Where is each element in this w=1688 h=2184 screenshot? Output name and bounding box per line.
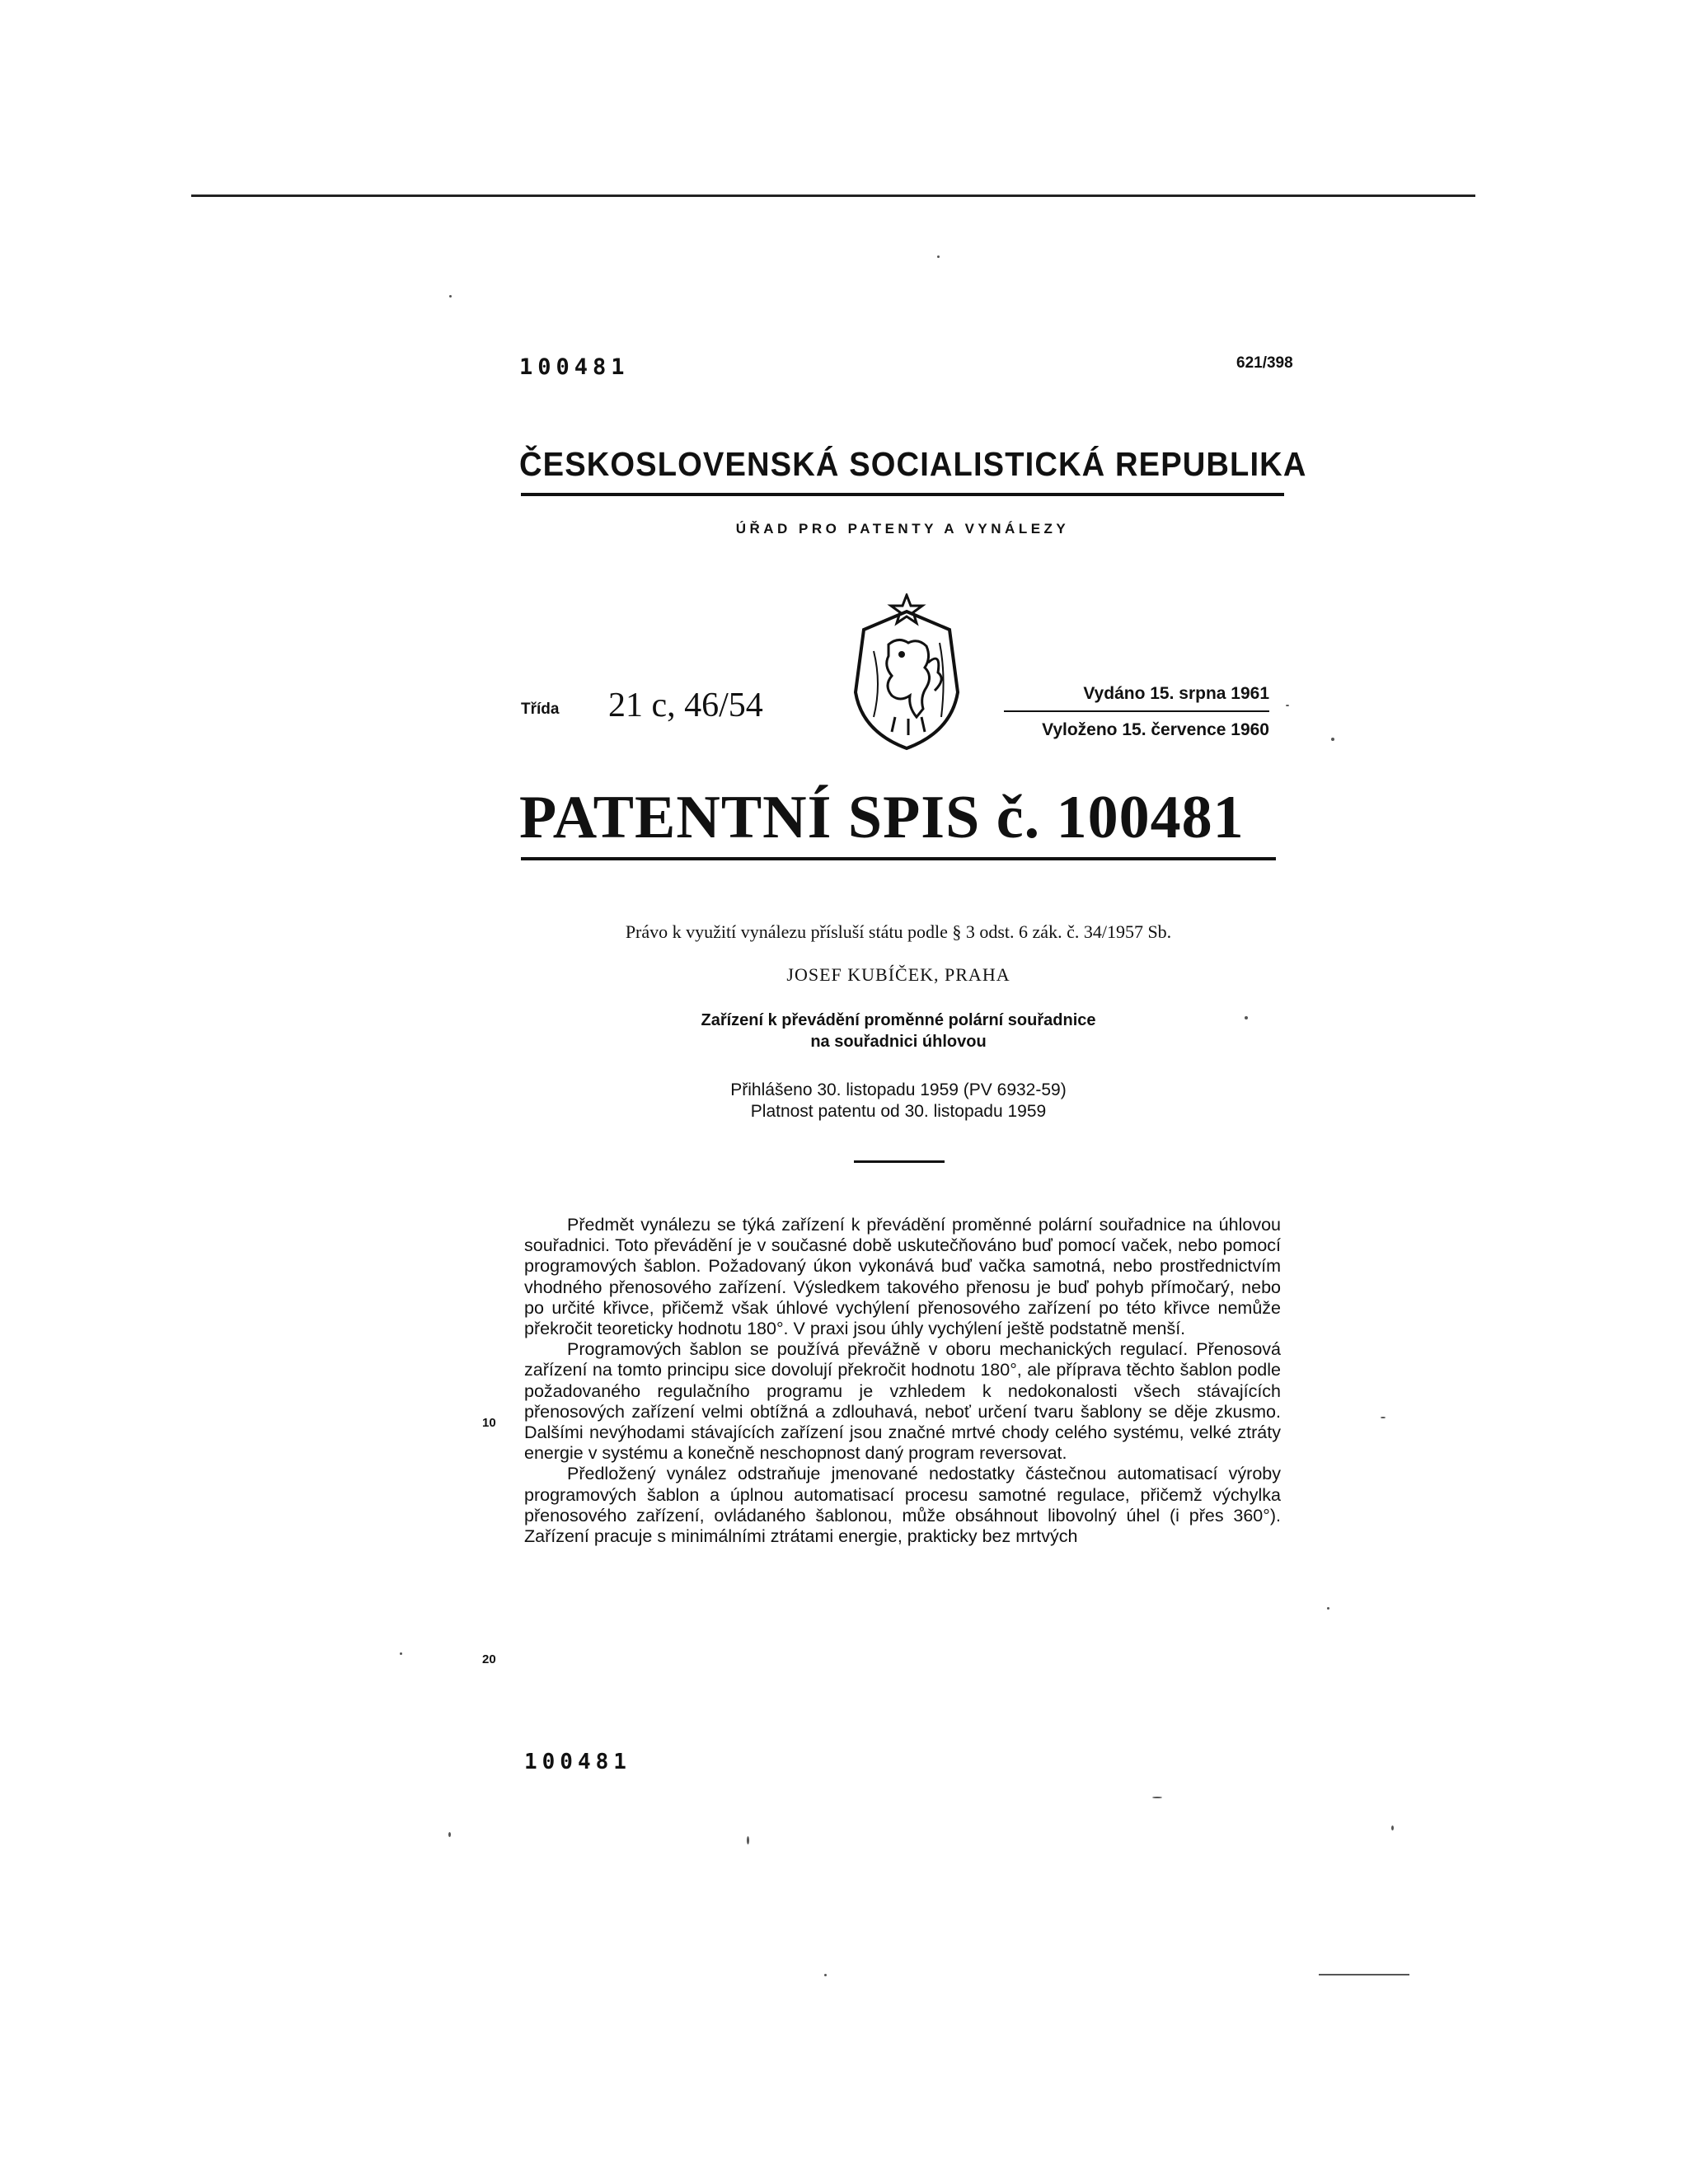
state-emblem-icon: [849, 593, 964, 755]
dates-divider: [1004, 710, 1269, 712]
section-divider: [854, 1160, 945, 1163]
body-paragraph-1: Předmět vynálezu se týká zařízení k převádění proměnné polární souřadnice na úhlovou souřadnici. Toto převádění je v současné době uskutečňováno buď pomocí vaček, nebo pomocí programových šablon. Požadovaný úkon vykonává buď vačka samotná, nebo prostřednictvím vhodného přenosového zařízení. Výsledkem takového přenosu je buď pohyb přímočarý, nebo po určité křivce, přičemž však úhlové vychýlení přenosového zařízení po této křivce nemůže překročit teoreticky hodnotu 180°. V praxi jsou úhly vychýlení ještě podstatně menší.: [524, 1215, 1281, 1339]
filing-date: Přihlášeno 30. listopadu 1959 (PV 6932-59): [730, 1080, 1067, 1099]
patent-number-footer: 100481: [524, 1750, 631, 1774]
scan-speck: [449, 295, 452, 298]
country-heading: ČESKOSLOVENSKÁ SOCIALISTICKÁ REPUBLIKA: [519, 445, 1307, 483]
inventor-name: JOSEF KUBÍČEK, PRAHA: [786, 964, 1010, 985]
scan-speck: [1286, 705, 1289, 706]
body-paragraph-3: Předložený vynález odstraňuje jmenované nedostatky částečnou automatisací výroby programových šablon a úplnou automatisací procesu samotné regulace, přičemž výchylka přenosového zařízení, ovládaného šablonou, může obsáhnout libovolný úhel (i přes 360°). Zařízení pracuje s minimálními ztrátami energie, prakticky bez mrtvých: [524, 1464, 1281, 1547]
issued-date: Vydáno 15. srpna 1961: [1083, 684, 1269, 703]
body-paragraph-2: Programových šablon se používá převážně v oboru mechanických regulací. Přenosová zařízení na tomto principu sice dovolují překročit hodnotu 180°, ale příprava těchto šablon podle požadovaného regulačního programu je vzhledem k nedokonalosti všech stávajících přenosových zařízení velmi obtížná a zdlouhavá, neboť určení tvaru šablony se děje zkusmo. Dalšími nevýhodami stávajících zařízení jsou značné mrtvé chody celého systému, velké ztráty energie v systému a konečně neschopnost daný program reversovat.: [524, 1339, 1281, 1464]
body-text: [524, 1215, 1281, 1547]
scan-speck: [937, 255, 940, 258]
class-label: Třída: [521, 701, 560, 718]
scan-speck: [400, 1652, 402, 1655]
invention-title-line2: na souřadnici úhlovou: [810, 1033, 987, 1051]
scan-speck: [747, 1836, 749, 1844]
validity-date: Platnost patentu od 30. listopadu 1959: [750, 1102, 1047, 1121]
scan-speck: [1381, 1417, 1386, 1418]
top-border-rule: [191, 194, 1475, 197]
line-number-20: 20: [482, 1652, 496, 1666]
scan-speck: [1152, 1797, 1162, 1798]
heading-rule: [521, 493, 1284, 496]
scan-speck: [1327, 1607, 1329, 1610]
rights-statement: Právo k využití vynálezu přísluší státu podle § 3 odst. 6 zák. č. 34/1957 Sb.: [625, 921, 1172, 942]
invention-title: [519, 1010, 1278, 1052]
class-value: 21 c, 46/54: [608, 687, 763, 724]
line-number-10: 10: [482, 1416, 496, 1430]
scan-speck: [1245, 1016, 1248, 1019]
laid-open-date: Vyloženo 15. července 1960: [1042, 720, 1269, 739]
scan-speck: [1319, 1974, 1409, 1975]
scan-speck: [824, 1974, 827, 1976]
scan-speck: [448, 1832, 451, 1837]
title-rule: [521, 857, 1276, 860]
scan-speck: [1331, 738, 1334, 741]
patent-title: PATENTNÍ SPIS č. 100481: [519, 784, 1245, 851]
classification-code: 621/398: [1236, 354, 1293, 372]
filing-info: [519, 1080, 1278, 1122]
invention-title-line1: Zařízení k převádění proměnné polární souřadnice: [701, 1011, 1096, 1029]
patent-number-header: 100481: [519, 354, 630, 380]
scan-speck: [1391, 1825, 1394, 1830]
office-name: ÚŘAD PRO PATENTY A VYNÁLEZY: [735, 521, 1070, 537]
